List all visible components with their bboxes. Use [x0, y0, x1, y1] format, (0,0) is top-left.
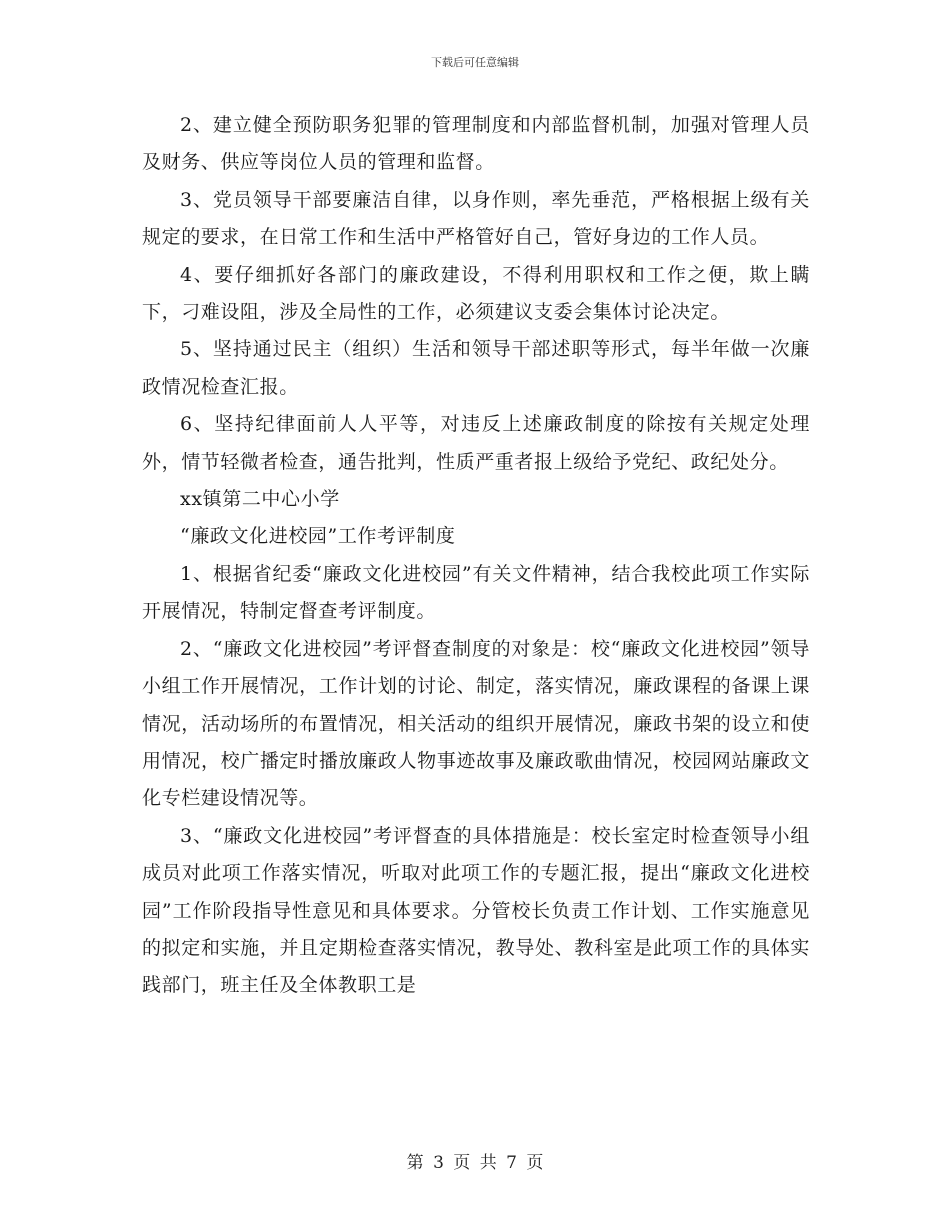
paragraph: 1、根据省纪委“廉政文化进校园”有关文件精神，结合我校此项工作实际开展情况，特制定督查考评制度。 [142, 562, 810, 623]
paragraph: 4、要仔细抓好各部门的廉政建设，不得利用职权和工作之便，欺上瞒下，刁难设阻，涉及全局性的工作，必须建议支委会集体讨论决定。 [142, 263, 810, 324]
paragraph: 6、坚持纪律面前人人平等，对违反上述廉政制度的除按有关规定处理外，情节轻微者检查，通告批判，性质严重者报上级给予党纪、政纪处分。 [142, 413, 810, 473]
page-number-footer: 第 3 页 共 7 页 [406, 1153, 544, 1173]
paragraph: 3、“廉政文化进校园”考评督查的具体措施是：校长室定时检查领导小组成员对此项工作落实情况，听取对此项工作的专题汇报，提出“廉政文化进校园”工作阶段指导性意见和具体要求。分管校长负责工作计划、工作实施意见的拟定和实施，并且定期检查落实情况，教导处、教科室是此项工作的具体实践部门，班主任及全体教职工是 [142, 824, 810, 997]
school-name: xx镇第二中心小学 [180, 488, 340, 511]
paragraph: 5、坚持通过民主（组织）生活和领导干部述职等形式，每半年做一次廉政情况检查汇报。 [142, 338, 810, 398]
paragraph: 2、建立健全预防职务犯罪的管理制度和内部监督机制，加强对管理人员及财务、供应等岗位人员的管理和监督。 [142, 114, 810, 174]
page-header-note: 下载后可任意编辑 [431, 56, 519, 69]
document-body [142, 107, 810, 1005]
paragraph: 3、党员领导干部要廉洁自律，以身作则，率先垂范，严格根据上级有关规定的要求，在日常工作和生活中严格管好自己，管好身边的工作人员。 [142, 188, 810, 249]
paragraph: 2、“廉政文化进校园”考评督查制度的对象是：校“廉政文化进校园”领导小组工作开展情况，工作计划的讨论、制定，落实情况，廉政课程的备课上课情况，活动场所的布置情况，相关活动的组织开展情况，廉政书架的设立和使用情况，校广播定时播放廉政人物事迹故事及廉政歌曲情况，校园网站廉政文化专栏建设情况等。 [142, 637, 810, 810]
section-title: “廉政文化进校园”工作考评制度 [180, 525, 456, 548]
